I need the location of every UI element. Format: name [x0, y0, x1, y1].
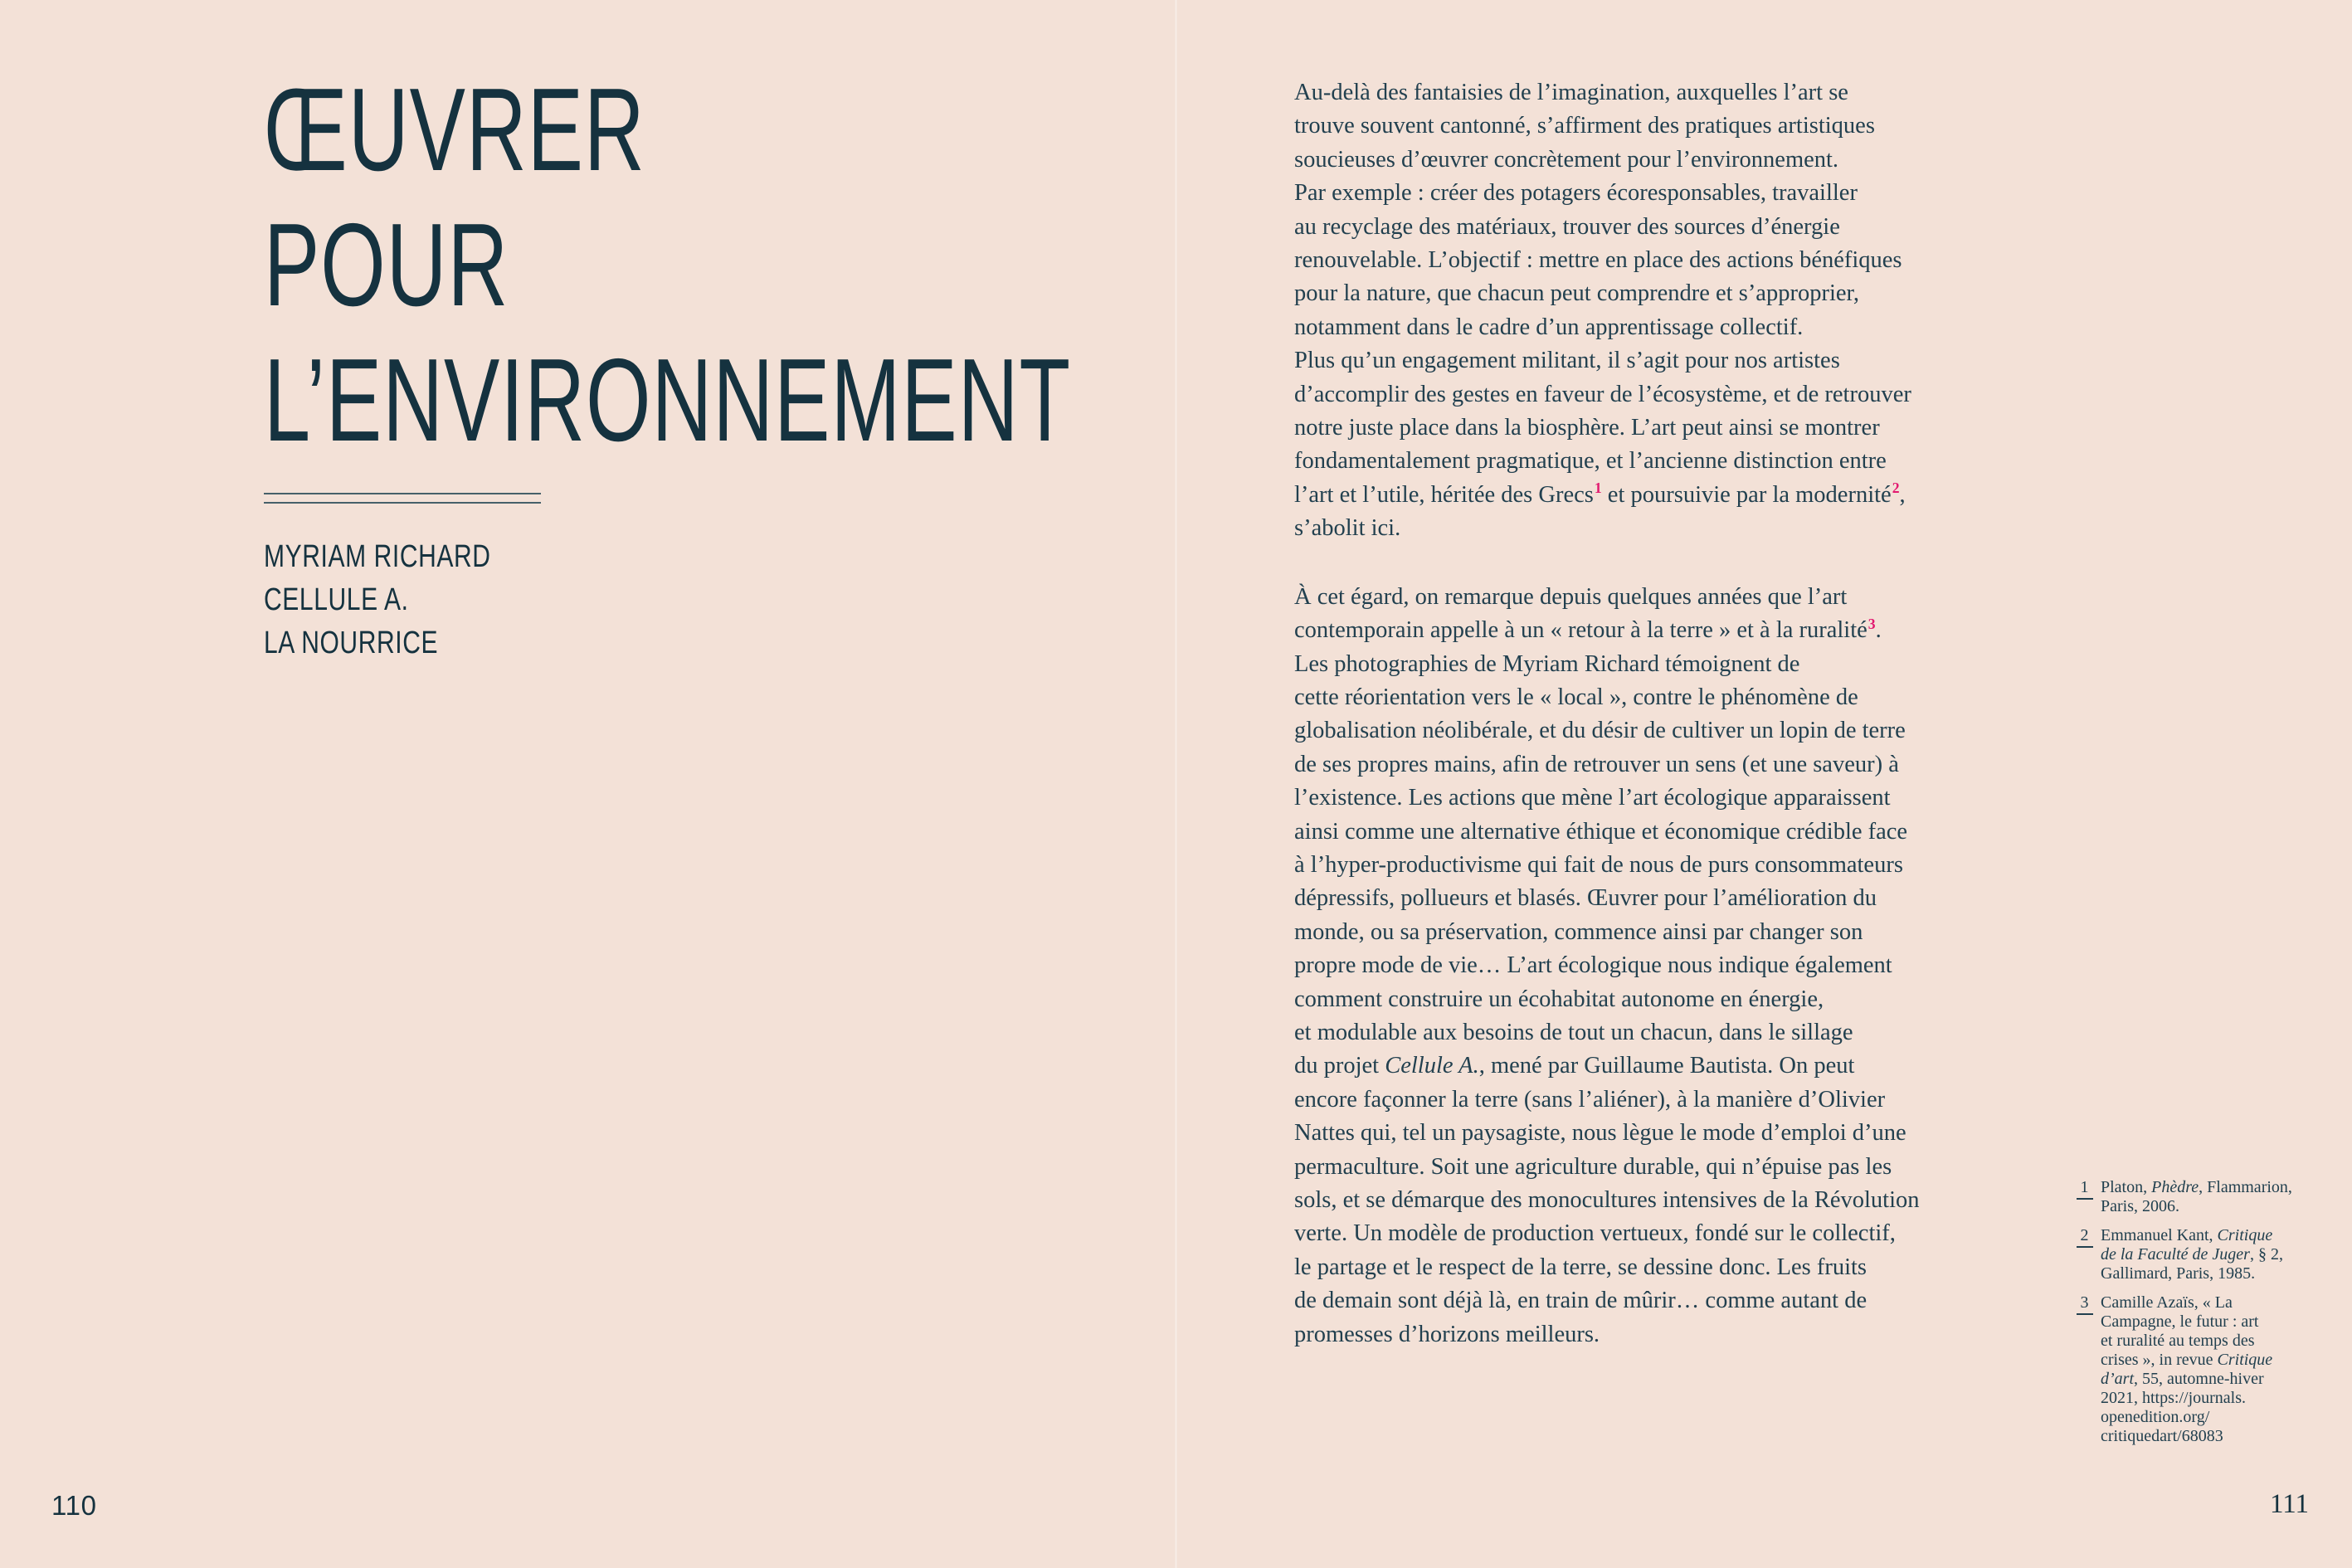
essay-text	[1294, 76, 1920, 1351]
text-segment: , mené par Guillaume Bautista. On peut	[1478, 1053, 1855, 1079]
text-line	[1294, 648, 1920, 681]
text-line	[1294, 1117, 1920, 1150]
text-segment: notamment dans le cadre d’un apprentissage collectif.	[1294, 314, 1804, 340]
footnote-line	[2101, 1427, 2330, 1446]
footnote-line	[2101, 1408, 2330, 1427]
text-segment: , Flammarion,	[2199, 1178, 2292, 1196]
text-line	[1294, 581, 1920, 614]
text-line	[1294, 748, 1920, 782]
text-line	[1294, 1083, 1920, 1117]
paragraph	[1294, 581, 1920, 1351]
text-line	[1294, 714, 1920, 747]
text-segment: l’art et l’utile, héritée des Grecs	[1294, 481, 1594, 508]
artist-project-list	[264, 535, 491, 665]
text-segment: pour la nature, que chacun peut comprendre et s’approprier,	[1294, 280, 1859, 307]
title-divider	[264, 493, 541, 504]
text-segment: globalisation néolibérale, et du désir de cultiver un lopin de terre	[1294, 718, 1906, 744]
text-segment: critiquedart/68083	[2101, 1427, 2223, 1445]
footnote-line	[2101, 1351, 2330, 1370]
text-segment: Camille Azaïs, « La	[2101, 1293, 2233, 1312]
footnote-line	[2101, 1226, 2330, 1245]
text-segment: Par exemple : créer des potagers écoresponsables, travailler	[1294, 180, 1858, 207]
text-segment: de demain sont déjà là, en train de mûrir… comme autant de	[1294, 1288, 1867, 1314]
text-segment: et modulable aux besoins de tout un chacun, dans le sillage	[1294, 1019, 1853, 1045]
text-line	[1294, 1318, 1920, 1351]
footnote-text	[2101, 1226, 2330, 1283]
footnote-number: 2	[2077, 1226, 2093, 1248]
text-line	[1294, 512, 1920, 545]
text-segment: , 55, automne-hiver	[2134, 1370, 2264, 1388]
text-segment: et poursuivie par la modernité	[1601, 481, 1892, 508]
text-segment: , § 2,	[2249, 1245, 2283, 1264]
subtitle-line: MYRIAM RICHARD	[264, 539, 491, 574]
text-segment: crises », in revue	[2101, 1351, 2218, 1369]
text-segment: le partage et le respect de la terre, se dessine donc. Les fruits	[1294, 1254, 1867, 1280]
text-segment: Gallimard, Paris, 1985.	[2101, 1264, 2256, 1283]
footnote-line	[2101, 1312, 2330, 1332]
text-segment: promesses d’horizons meilleurs.	[1294, 1321, 1600, 1347]
footnote	[2077, 1226, 2330, 1283]
text-segment: dépressifs, pollueurs et blasés. Œuvrer pour l’amélioration du	[1294, 885, 1877, 912]
text-segment: à l’hyper-productivisme qui fait de nous de purs consommateurs	[1294, 851, 1903, 878]
text-line	[1294, 144, 1920, 177]
footnote	[2077, 1293, 2330, 1446]
chapter-title	[264, 62, 1071, 468]
footnote-ref: 2	[1892, 480, 1900, 497]
footnote-line	[2101, 1245, 2330, 1264]
text-segment: Platon,	[2101, 1178, 2152, 1196]
text-segment: À cet égard, on remarque depuis quelques années que l’art	[1294, 583, 1848, 610]
text-segment: Les photographies de Myriam Richard témoignent de	[1294, 650, 1800, 677]
text-segment: verte. Un modèle de production vertueux, fondé sur le collectif,	[1294, 1220, 1896, 1247]
footnote-number: 1	[2077, 1178, 2093, 1200]
footnote-line	[2101, 1389, 2330, 1408]
text-segment: soucieuses d’œuvrer concrètement pour l’environnement.	[1294, 146, 1839, 173]
footnotes	[2077, 1178, 2330, 1456]
text-segment: Au-delà des fantaisies de l’imagination, auxquelles l’art se	[1294, 80, 1848, 105]
text-segment: Nattes qui, tel un paysagiste, nous lègue le mode d’emploi d’une	[1294, 1120, 1906, 1147]
text-line	[1294, 849, 1920, 882]
text-line	[1294, 1016, 1920, 1049]
text-segment: l’existence. Les actions que mène l’art écologique apparaissent	[1294, 785, 1891, 811]
text-segment: trouve souvent cantonné, s’affirment des pratiques artistiques	[1294, 113, 1875, 139]
text-line	[1294, 445, 1920, 478]
footnote-line	[2101, 1332, 2330, 1351]
text-segment: du projet	[1294, 1053, 1385, 1079]
text-line	[1294, 782, 1920, 815]
text-segment: propre mode de vie… L’art écologique nous indique également	[1294, 952, 1892, 979]
text-segment: openedition.org/	[2101, 1408, 2210, 1426]
text-line	[1294, 411, 1920, 445]
text-segment: ainsi comme une alternative éthique et économique crédible face	[1294, 818, 1908, 845]
text-segment: de ses propres mains, afin de retrouver un sens (et une saveur) à	[1294, 751, 1899, 777]
text-segment: contemporain appelle à un « retour à la terre » et à la ruralité	[1294, 617, 1867, 644]
text-segment: renouvelable. L’objectif : mettre en place des actions bénéfiques	[1294, 247, 1902, 274]
text-line	[1294, 378, 1920, 411]
footnote-line	[2101, 1197, 2330, 1216]
text-line	[1294, 110, 1920, 143]
text-segment: Paris, 2006.	[2101, 1197, 2179, 1215]
text-line	[1294, 277, 1920, 310]
text-segment: s’abolit ici.	[1294, 515, 1401, 542]
text-segment: Emmanuel Kant,	[2101, 1226, 2218, 1244]
text-segment: au recyclage des matériaux, trouver des sources d’énergie	[1294, 213, 1840, 240]
italic-text: Cellule A.	[1385, 1053, 1479, 1079]
text-line	[1294, 177, 1920, 210]
italic-text: Critique	[2217, 1351, 2273, 1369]
page-gutter	[1175, 0, 1177, 1568]
text-line	[1294, 816, 1920, 849]
text-line	[1294, 244, 1920, 277]
text-segment: encore façonner la terre (sans l’aliéner), à la manière d’Olivier	[1294, 1086, 1886, 1113]
footnote-line	[2101, 1178, 2330, 1197]
text-line	[1294, 614, 1920, 647]
footnote-ref: 3	[1867, 615, 1876, 632]
text-segment: Plus qu’un engagement militant, il s’agit pour nos artistes	[1294, 348, 1840, 374]
subtitle-line: CELLULE A.	[264, 582, 409, 617]
footnote-text	[2101, 1293, 2330, 1446]
text-line	[1294, 76, 1920, 110]
subtitle-line: LA NOURRICE	[264, 626, 439, 660]
text-line	[1294, 344, 1920, 377]
text-line	[1294, 1184, 1920, 1217]
page-number-left: 110	[51, 1490, 97, 1521]
text-segment: notre juste place dans la biosphère. L’art peut ainsi se montrer	[1294, 415, 1880, 441]
paragraph	[1294, 76, 1920, 546]
text-line	[1294, 1251, 1920, 1284]
footnote-text	[2101, 1178, 2330, 1216]
text-line	[1294, 311, 1920, 344]
footnote-line	[2101, 1293, 2330, 1312]
text-segment: sols, et se démarque des monocultures intensives de la Révolution	[1294, 1187, 1920, 1213]
title-line: POUR	[264, 199, 509, 331]
text-segment: fondamentalement pragmatique, et l’ancienne distinction entre	[1294, 448, 1887, 475]
text-line	[1294, 916, 1920, 949]
text-segment: et ruralité au temps des	[2101, 1332, 2255, 1350]
text-segment: monde, ou sa préservation, commence ainsi par changer son	[1294, 918, 1863, 945]
text-line	[1294, 882, 1920, 915]
text-segment: comment construire un écohabitat autonome en énergie,	[1294, 986, 1824, 1012]
text-line	[1294, 1151, 1920, 1184]
text-line	[1294, 1217, 1920, 1250]
text-line	[1294, 211, 1920, 244]
footnote	[2077, 1178, 2330, 1216]
text-line	[1294, 681, 1920, 714]
title-line: ŒUVRER	[264, 64, 645, 196]
footnote-line	[2101, 1264, 2330, 1283]
italic-text: Critique	[2217, 1226, 2273, 1244]
italic-text: de la Faculté de Juger	[2101, 1245, 2250, 1264]
footnote-line	[2101, 1370, 2330, 1389]
text-segment: d’accomplir des gestes en faveur de l’écosystème, et de retrouver	[1294, 381, 1911, 407]
text-segment: 2021, https://journals.	[2101, 1389, 2246, 1407]
text-line	[1294, 949, 1920, 982]
text-line	[1294, 1284, 1920, 1317]
text-segment: Campagne, le futur : art	[2101, 1312, 2259, 1331]
text-line	[1294, 983, 1920, 1016]
text-segment: ,	[1899, 481, 1906, 508]
footnote-ref: 1	[1594, 480, 1602, 497]
text-segment: cette réorientation vers le « local », contre le phénomène de	[1294, 684, 1858, 710]
page-number-right: 111	[2270, 1489, 2310, 1519]
title-line: L’ENVIRONNEMENT	[264, 334, 1072, 466]
footnote-number: 3	[2077, 1293, 2093, 1315]
italic-text: Phèdre	[2151, 1178, 2199, 1196]
italic-text: d’art	[2101, 1370, 2134, 1388]
text-segment: .	[1875, 617, 1882, 644]
text-line	[1294, 1049, 1920, 1083]
text-segment: permaculture. Soit une agriculture durable, qui n’épuise pas les	[1294, 1153, 1892, 1180]
text-line	[1294, 479, 1920, 512]
